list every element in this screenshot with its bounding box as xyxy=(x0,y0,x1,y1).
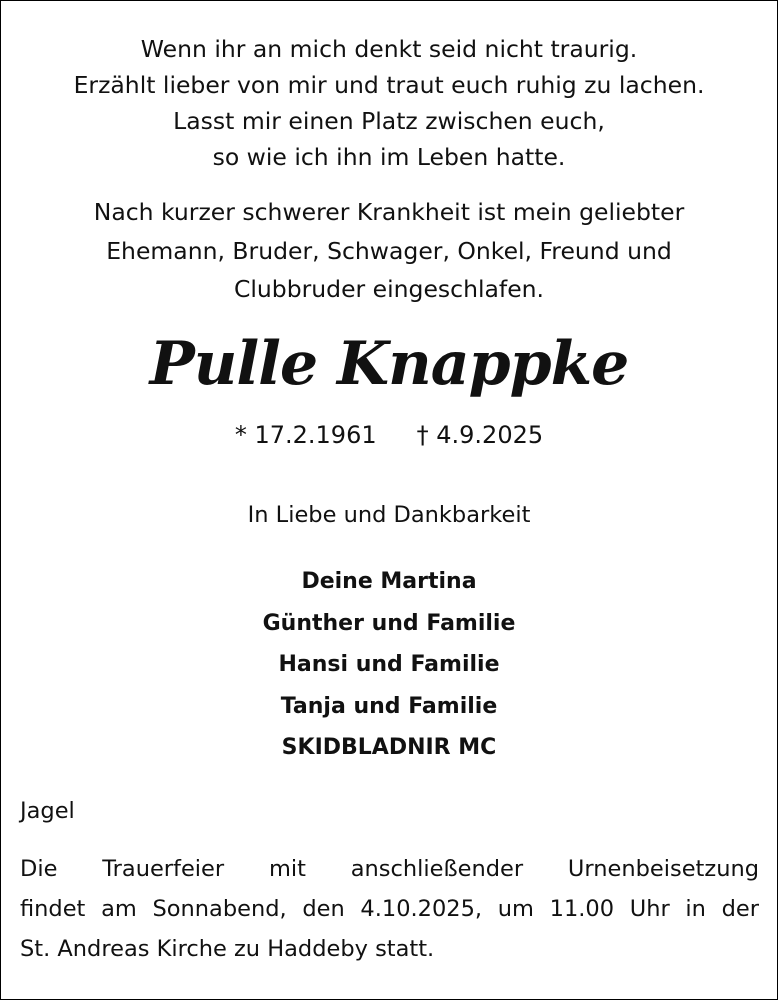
mourner-name: Hansi und Familie xyxy=(278,652,500,677)
poem-line: Wenn ihr an mich denkt seid nicht traurig. xyxy=(140,35,638,63)
poem xyxy=(1,31,777,175)
life-dates xyxy=(1,417,777,453)
announcement-line: Ehemann, Bruder, Schwager, Onkel, Freund und xyxy=(106,236,672,265)
mourners-list xyxy=(1,561,777,769)
birth-date: * 17.2.1961 xyxy=(234,421,377,449)
place-name: Jagel xyxy=(20,798,75,824)
deceased-name: Pulle Knappke xyxy=(149,329,629,399)
ceremony-line: findet am Sonnabend, den 4.10.2025, um 11.00 Uhr in der xyxy=(20,896,759,922)
mourner-name: SKIDBLADNIR MC xyxy=(281,735,497,760)
ceremony-line: Die Trauerfeier mit anschließender Urnenbeisetzung xyxy=(20,856,759,882)
death-date: † 4.9.2025 xyxy=(416,421,544,449)
dedication-line: In Liebe und Dankbarkeit xyxy=(247,502,531,528)
mourner-name: Tanja und Familie xyxy=(280,693,498,719)
announcement-line: Clubbruder eingeschlafen. xyxy=(233,275,545,303)
mourner-name: Günther und Familie xyxy=(262,610,516,636)
mourner-name: Deine Martina xyxy=(301,569,477,594)
ceremony-info xyxy=(20,849,759,969)
ceremony-line: St. Andreas Kirche zu Haddeby statt. xyxy=(20,936,435,962)
poem-line: so wie ich ihn im Leben hatte. xyxy=(212,143,566,171)
poem-line: Lasst mir einen Platz zwischen euch, xyxy=(173,107,605,135)
announcement-text xyxy=(1,193,777,309)
poem-line: Erzählt lieber von mir und traut euch ruhig zu lachen. xyxy=(73,71,705,99)
announcement-line: Nach kurzer schwerer Krankheit ist mein geliebter xyxy=(93,198,685,226)
